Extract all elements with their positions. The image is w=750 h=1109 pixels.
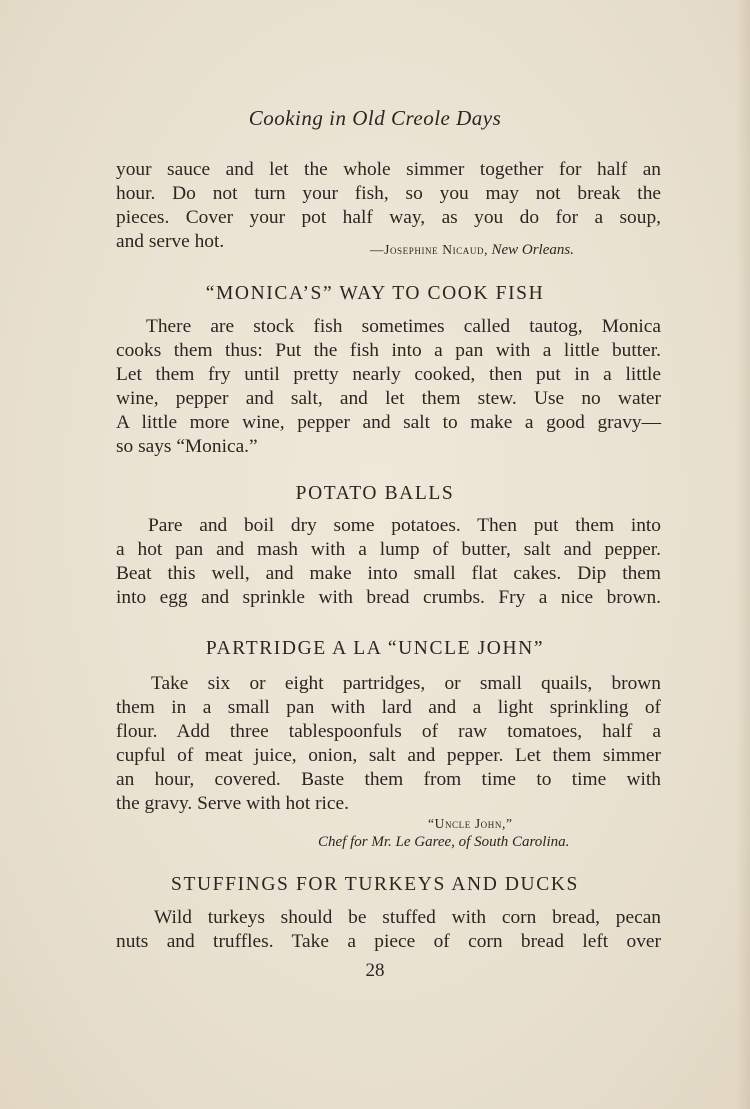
intro-line: pieces. Cover your pot half way, as you do for a soup,	[116, 207, 661, 228]
heading-potato-balls: POTATO BALLS	[295, 483, 455, 504]
attribution-title: Chef for Mr. Le Garee, of South Carolina.	[318, 834, 570, 850]
intro-line: and serve hot.	[116, 231, 225, 252]
recipe-line: There are stock fish sometimes called tautog, Monica	[146, 316, 661, 337]
recipe-line: cooks them thus: Put the fish into a pan with a little butter.	[116, 340, 661, 361]
intro-line: hour. Do not turn your fish, so you may not break the	[116, 183, 661, 204]
page-number: 28	[365, 960, 385, 981]
recipe-line: wine, pepper and salt, and let them stew. Use no water	[116, 388, 661, 409]
recipe-line: Beat this well, and make into small flat cakes. Dip them	[116, 563, 661, 584]
recipe-line: nuts and truffles. Take a piece of corn bread left over	[116, 931, 661, 952]
heading-stuffings: STUFFINGS FOR TURKEYS AND DUCKS	[171, 874, 579, 895]
heading-monicas-way: “MONICA’S” WAY TO COOK FISH	[205, 283, 545, 304]
recipe-line: Let them fry until pretty nearly cooked, then put in a little	[116, 364, 661, 385]
intro-line: your sauce and let the whole simmer together for half an	[116, 159, 661, 180]
recipe-line: into egg and sprinkle with bread crumbs. Fry a nice brown.	[116, 587, 661, 608]
attribution-uncle-john	[428, 816, 513, 832]
recipe-line: the gravy. Serve with hot rice.	[116, 793, 349, 814]
recipe-line: an hour, covered. Baste them from time to time with	[116, 769, 661, 790]
recipe-line: cupful of meat juice, onion, salt and pepper. Let them simmer	[116, 745, 661, 766]
recipe-line: a hot pan and mash with a lump of butter, salt and pepper.	[116, 539, 661, 560]
recipe-line: Pare and boil dry some potatoes. Then put them into	[148, 515, 661, 536]
running-head: Cooking in Old Creole Days	[248, 106, 502, 130]
heading-partridge: PARTRIDGE A LA “UNCLE JOHN”	[205, 638, 545, 659]
recipe-line: them in a small pan with lard and a light sprinkling of	[116, 697, 661, 718]
attribution-place: New Orleans.	[491, 242, 574, 258]
page-edge-shadow	[736, 0, 750, 1109]
recipe-line: so says “Monica.”	[116, 436, 258, 457]
attribution-name: —Josephine Nicaud,	[370, 242, 489, 257]
recipe-line: Take six or eight partridges, or small quails, brown	[151, 673, 661, 694]
attribution-chef-title	[318, 834, 569, 851]
attribution-josephine-nicaud	[370, 242, 574, 259]
recipe-line: Wild turkeys should be stuffed with corn bread, pecan	[154, 907, 661, 928]
recipe-line: flour. Add three tablespoonfuls of raw tomatoes, half a	[116, 721, 661, 742]
attribution-name: “Uncle John,”	[428, 816, 513, 831]
recipe-line: A little more wine, pepper and salt to make a good gravy—	[116, 412, 661, 433]
